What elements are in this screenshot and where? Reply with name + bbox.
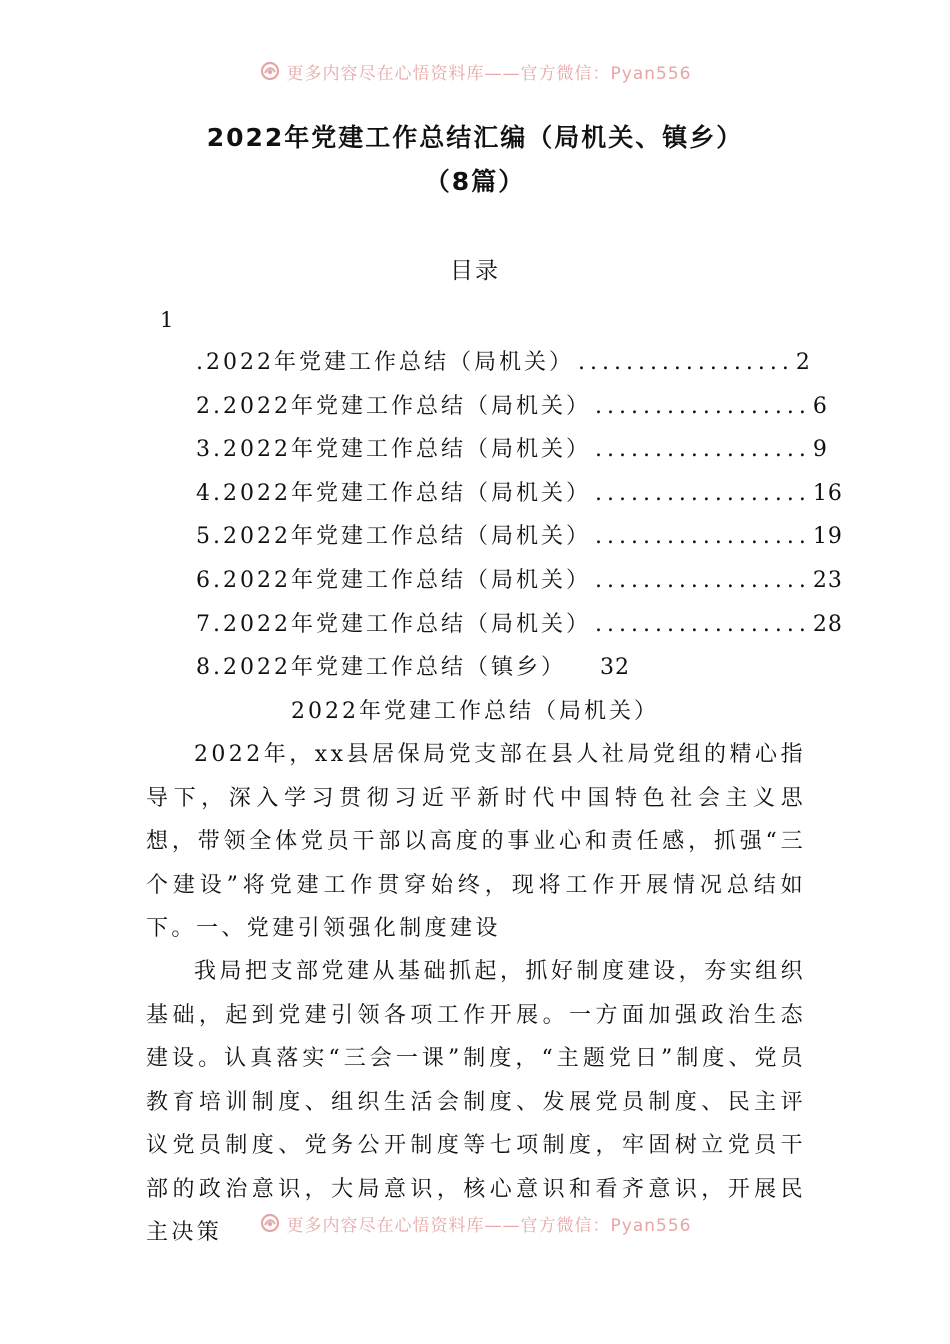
- section-title: 2022年党建工作总结（局机关）: [291, 699, 659, 724]
- toc-item-dots: ..................: [594, 612, 811, 637]
- toc-item-label: 6.2022年党建工作总结（局机关）: [196, 568, 591, 593]
- toc-item-label: 5.2022年党建工作总结（局机关）: [196, 524, 591, 549]
- toc-first-number: 1: [160, 308, 174, 332]
- toc-item-page: 19: [812, 524, 843, 549]
- toc-item-label: .2022年党建工作总结（局机关）: [196, 350, 574, 375]
- watermark-logo-icon: [259, 60, 281, 82]
- toc-item-label: 2.2022年党建工作总结（局机关）: [196, 394, 591, 419]
- toc-item[interactable]: [196, 650, 630, 680]
- watermark-logo-icon: [259, 1212, 281, 1234]
- toc-item[interactable]: [196, 607, 843, 637]
- toc-item-page: 2: [795, 350, 811, 375]
- toc-item-label: 3.2022年党建工作总结（局机关）: [196, 437, 591, 462]
- document-title: 2022年党建工作总结汇编（局机关、镇乡）: [206, 123, 744, 152]
- toc-item-dots: ..................: [594, 568, 811, 593]
- toc-item-dots: ..................: [594, 437, 811, 462]
- toc-item-label: 7.2022年党建工作总结（局机关）: [196, 612, 591, 637]
- document-subtitle: （8篇）: [424, 167, 526, 196]
- toc-item[interactable]: [196, 345, 811, 375]
- toc-item-page: 9: [812, 437, 828, 462]
- toc-item-label: 8.2022年党建工作总结（镇乡）: [196, 655, 566, 680]
- toc-item-page: 16: [812, 481, 843, 506]
- toc-heading: 目录: [450, 258, 500, 284]
- toc-item[interactable]: [196, 476, 843, 506]
- watermark-top: [0, 56, 950, 86]
- toc-item-dots: ..................: [594, 524, 811, 549]
- toc-item-page: 6: [812, 394, 828, 419]
- toc-item-label: 4.2022年党建工作总结（局机关）: [196, 481, 591, 506]
- watermark-text: 更多内容尽在心悟资料库——官方微信：Pyan556: [286, 1215, 692, 1236]
- toc-item-page: 32: [599, 655, 630, 680]
- toc-item-page: 28: [812, 612, 843, 637]
- toc-item[interactable]: [196, 563, 843, 593]
- toc-item-page: 23: [812, 568, 843, 593]
- section-heading: 一、党建引领强化制度建设: [196, 916, 501, 941]
- toc-item-dots: ..................: [594, 481, 811, 506]
- toc-item-dots: ..................: [594, 394, 811, 419]
- toc-item[interactable]: [196, 432, 828, 462]
- toc-item[interactable]: [196, 519, 843, 549]
- paragraph: 我局把支部党建从基础抓起，抓好制度建设，夯实组织基础，起到党建引领各项工作开展。一方面加强政治生态建设。认真落实“三会一课”制度，“主题党日”制度、党员教育培训制度、组织生活会制度、发展党员制度、民主评议党员制度、党务公开制度等七项制度，牢固树立党员干部的政治意识，大局意识，核心意识和看齐意识，开展民主决策: [146, 959, 806, 1245]
- toc-item[interactable]: [196, 389, 828, 419]
- paragraph: 2022年，xx县居保局党支部在县人社局党组的精心指导下，深入学习贯彻习近平新时代中国特色社会主义思想，带领全体党员干部以高度的事业心和责任感，抓强“三个建设”将党建工作贯穿始终，现将工作开展情况总结如下。: [146, 742, 806, 941]
- toc-item-dots: ..................: [577, 350, 794, 375]
- watermark-bottom: [0, 1208, 950, 1238]
- watermark-text: 更多内容尽在心悟资料库——官方微信：Pyan556: [286, 63, 692, 84]
